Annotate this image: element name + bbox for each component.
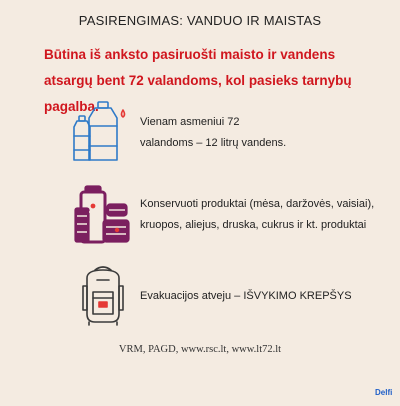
source-text: VRM, PAGD, www.rsc.lt, www.lt72.lt bbox=[118, 344, 282, 355]
backpack-text: Evakuacijos atveju – IŠVYKIMO KREPŠYS bbox=[140, 290, 352, 302]
backpack-icon bbox=[73, 262, 133, 326]
canned-food-icon bbox=[73, 182, 133, 246]
page-title: PASIRENGIMAS: VANDUO IR MAISTAS bbox=[78, 13, 322, 28]
list-item-backpack bbox=[0, 262, 400, 332]
list-item-water bbox=[0, 100, 400, 170]
intro-text: Būtina iš anksto pasiruošti maisto ir vandens atsargų bent 72 valandoms, kol pasieks tarnybų pagalba. bbox=[44, 47, 352, 114]
list-item-food bbox=[0, 182, 400, 252]
water-bottles-icon bbox=[73, 100, 133, 164]
delfi-logo: Delfi bbox=[375, 388, 393, 397]
water-text: Vienam asmeniui 72 valandoms – 12 litrų vandens. bbox=[140, 116, 287, 149]
food-text: Konservuoti produktai (mėsa, daržovės, vaisiai), kruopos, aliejus, druska, cukrus ir kt. produktai bbox=[140, 198, 375, 231]
